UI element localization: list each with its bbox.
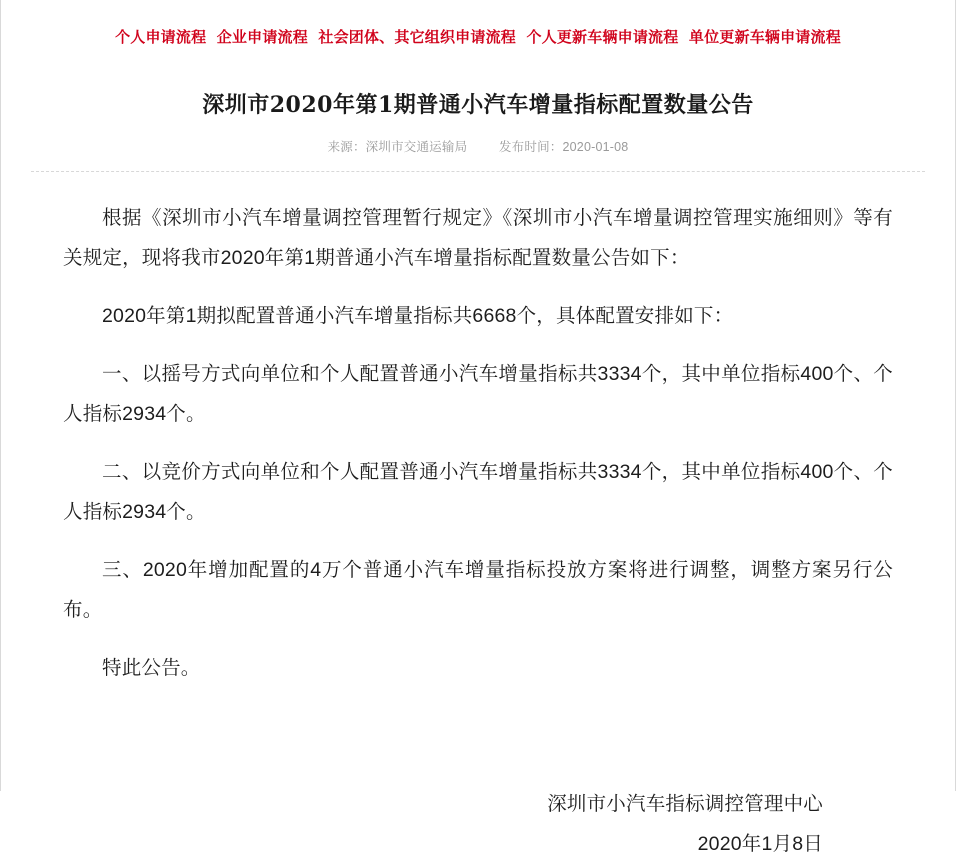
header-divider xyxy=(31,171,925,172)
article-meta xyxy=(1,137,955,155)
article-paragraph: 三、2020年增加配置的4万个普通小汽车增量指标投放方案将进行调整，调整方案另行公布。 xyxy=(63,559,893,621)
nav-link-organization-application[interactable]: 社会团体、其它组织申请流程 xyxy=(318,29,516,46)
meta-publish-label: 发布时间： xyxy=(498,140,563,154)
meta-publish-time xyxy=(499,137,628,155)
nav-link-enterprise-application[interactable]: 企业申请流程 xyxy=(216,29,308,46)
article-paragraph: 根据《深圳市小汽车增量调控管理暂行规定》《深圳市小汽车增量调控管理实施细则》等有关规定，现将我市2020年第1期普通小汽车增量指标配置数量公告如下： xyxy=(63,207,893,269)
meta-source-label: 来源： xyxy=(327,140,366,154)
article-body xyxy=(1,198,955,864)
top-nav xyxy=(1,0,955,46)
article-paragraph: 特此公告。 xyxy=(102,657,201,679)
article-paragraph: 一、以摇号方式向单位和个人配置普通小汽车增量指标共3334个，其中单位指标400个、个人指标2934个。 xyxy=(63,363,893,425)
nav-link-personal-application[interactable]: 个人申请流程 xyxy=(115,29,207,46)
nav-link-unit-renewal[interactable]: 单位更新车辆申请流程 xyxy=(688,29,841,46)
article-paragraph: 二、以竞价方式向单位和个人配置普通小汽车增量指标共3334个，其中单位指标400个、个人指标2934个。 xyxy=(63,461,893,523)
meta-source-value: 深圳市交通运输局 xyxy=(365,140,468,154)
signature-block xyxy=(63,784,893,864)
page-title: 深圳市2020年第1期普通小汽车增量指标配置数量公告 xyxy=(202,92,754,118)
nav-link-personal-renewal[interactable]: 个人更新车辆申请流程 xyxy=(526,29,679,46)
meta-publish-value: 2020-01-08 xyxy=(562,140,629,154)
article-paragraph: 2020年第1期拟配置普通小汽车增量指标共6668个，具体配置安排如下： xyxy=(102,305,734,327)
meta-source xyxy=(328,137,468,155)
signature-organization: 深圳市小汽车指标调控管理中心 xyxy=(547,793,823,815)
signature-date: 2020年1月8日 xyxy=(697,833,823,855)
